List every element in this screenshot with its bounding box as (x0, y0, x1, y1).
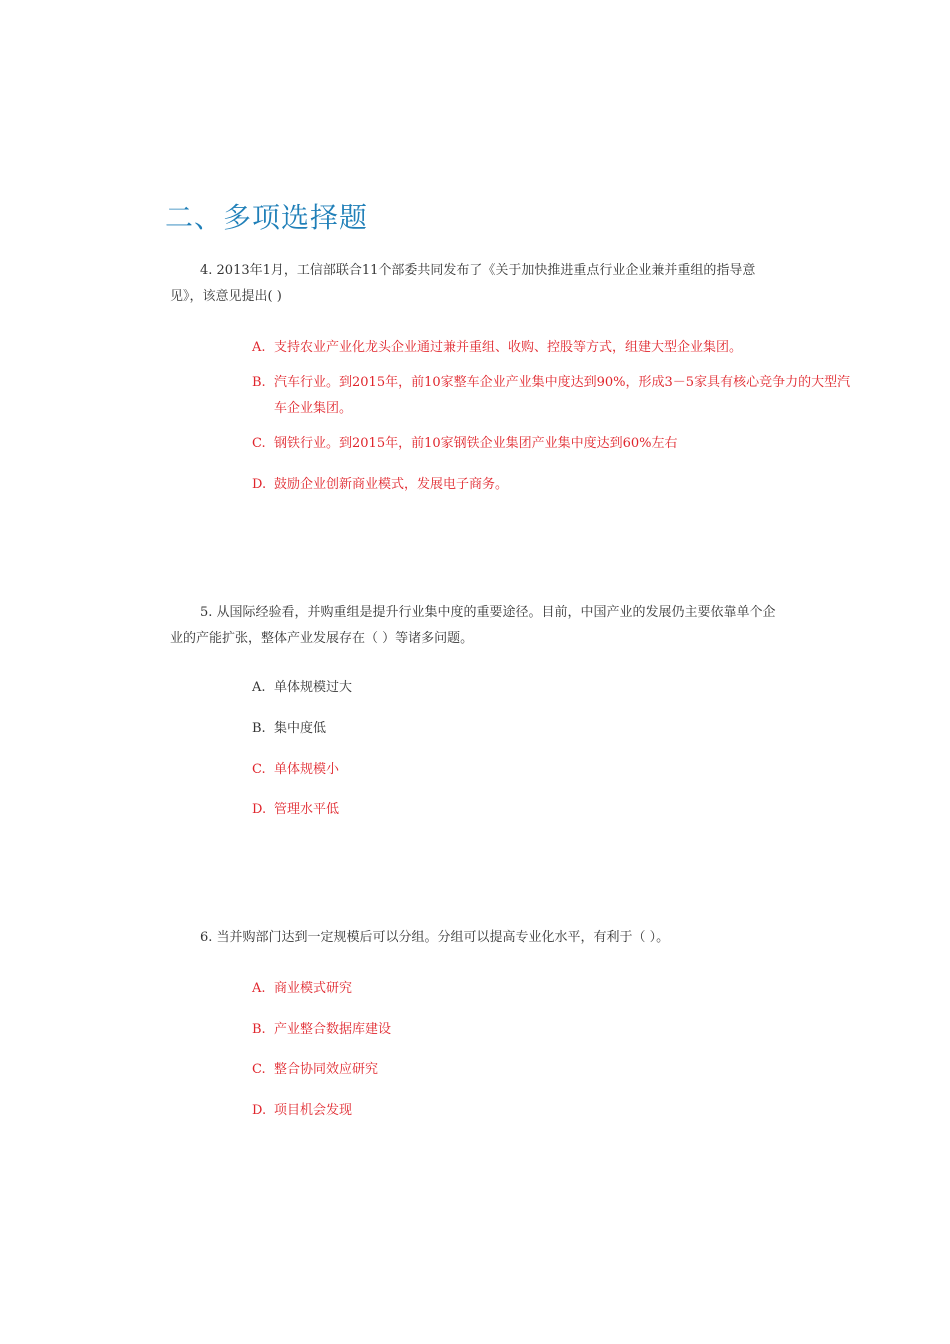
option-letter: C. (252, 1062, 266, 1077)
question-6-option-a[interactable] (252, 976, 902, 1002)
question-5-option-d[interactable] (252, 797, 902, 823)
question-6-text-line1: 6. 当并购部门达到一定规模后可以分组。分组可以提高专业化水平，有利于（ ）。 (200, 930, 670, 945)
question-5-option-b[interactable] (252, 716, 902, 742)
question-5-option-a[interactable] (252, 675, 902, 701)
question-4-text-line1: 4. 2013年1月，工信部联合11个部委共同发布了《关于加快推进重点行业企业兼并重组的指导意 (200, 263, 756, 278)
question-6 (170, 925, 845, 951)
option-text: 集中度低 (274, 721, 327, 736)
option-text: 商业模式研究 (274, 981, 353, 996)
question-6-option-d[interactable] (252, 1098, 902, 1124)
option-letter: A. (252, 340, 266, 355)
option-letter: C. (252, 762, 266, 777)
section-heading: 二、多项选择题 (165, 201, 369, 234)
option-text: 鼓励企业创新商业模式，发展电子商务。 (274, 477, 509, 492)
question-4-option-d[interactable] (252, 472, 902, 498)
option-letter: B. (252, 721, 266, 736)
question-4-text-line2: 见》，该意见提出( ) (170, 289, 282, 304)
option-letter: C. (252, 436, 266, 451)
option-text: 钢铁行业。到2015年，前10家钢铁企业集团产业集中度达到60%左右 (274, 436, 678, 451)
option-letter: A. (252, 680, 266, 695)
option-text: 产业整合数据库建设 (274, 1022, 392, 1037)
option-text: 支持农业产业化龙头企业通过兼并重组、收购、控股等方式，组建大型企业集团。 (274, 340, 743, 355)
option-text: 整合协同效应研究 (274, 1062, 379, 1077)
option-text: 汽车行业。到2015年，前10家整车企业产业集中度达到90%，形成3－5家具有核心竞争力的大型汽 (274, 375, 851, 390)
question-4-option-a[interactable] (252, 335, 902, 361)
option-text: 管理水平低 (274, 802, 340, 817)
option-letter: D. (252, 477, 267, 492)
question-4 (170, 258, 845, 310)
option-text-continued: 车企业集团。 (274, 401, 353, 416)
question-5 (170, 600, 845, 652)
question-5-text-line2: 业的产能扩张，整体产业发展存在（ ）等诸多问题。 (170, 631, 474, 646)
option-letter: D. (252, 802, 267, 817)
question-4-option-c[interactable] (252, 431, 902, 457)
question-6-option-c[interactable] (252, 1057, 902, 1083)
question-5-text-line1: 5. 从国际经验看，并购重组是提升行业集中度的重要途径。目前，中国产业的发展仍主要依靠单个企 (200, 605, 776, 620)
option-text: 单体规模小 (274, 762, 340, 777)
option-letter: B. (252, 1022, 266, 1037)
question-6-option-b[interactable] (252, 1017, 902, 1043)
option-letter: A. (252, 981, 266, 996)
option-letter: D. (252, 1103, 267, 1118)
option-text: 单体规模过大 (274, 680, 353, 695)
option-letter: B. (252, 375, 266, 390)
question-4-option-b[interactable] (252, 370, 902, 422)
question-5-option-c[interactable] (252, 757, 902, 783)
option-text: 项目机会发现 (274, 1103, 353, 1118)
